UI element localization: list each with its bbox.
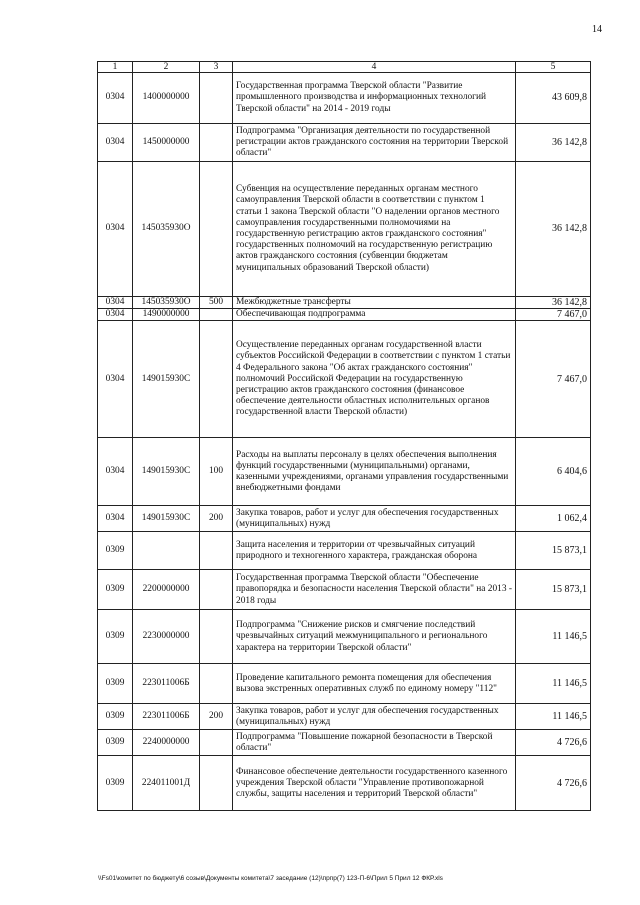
section-code: 0309 bbox=[98, 704, 133, 730]
file-path-footer: \\Fs01\комитет по бюджету\6 созыв\Документы комитета\7 заседание (12)\прпр(7) 123-П-6\Прил 5 Прил 12 ФКР.xls bbox=[98, 875, 443, 882]
table-row bbox=[98, 309, 591, 321]
expense-type-code: 100 bbox=[200, 438, 233, 506]
amount: 15 873,1 bbox=[516, 570, 591, 610]
amount: 4 726,6 bbox=[516, 756, 591, 811]
table-row bbox=[98, 756, 591, 811]
amount: 6 404,6 bbox=[516, 438, 591, 506]
amount: 7 467,0 bbox=[516, 321, 591, 438]
table-row bbox=[98, 664, 591, 704]
item-description: Закупка товаров, работ и услуг для обеспечения государственных (муниципальных) нужд bbox=[233, 704, 516, 730]
amount: 1 062,4 bbox=[516, 506, 591, 532]
table-row bbox=[98, 506, 591, 532]
target-code: 223011006Б bbox=[133, 664, 200, 704]
column-header: 4 bbox=[233, 62, 516, 73]
table-row bbox=[98, 73, 591, 124]
section-code: 0304 bbox=[98, 321, 133, 438]
target-code: 145035930О bbox=[133, 297, 200, 309]
target-code: 1400000000 bbox=[133, 73, 200, 124]
expense-type-code bbox=[200, 309, 233, 321]
column-header: 5 bbox=[516, 62, 591, 73]
table-row bbox=[98, 570, 591, 610]
target-code: 1490000000 bbox=[133, 309, 200, 321]
section-code: 0304 bbox=[98, 73, 133, 124]
target-code: 223011006Б bbox=[133, 704, 200, 730]
item-description: Подпрограмма "Организация деятельности по государственной регистрации актов гражданского состояния на территории Тверской области" bbox=[233, 124, 516, 162]
expense-type-code bbox=[200, 570, 233, 610]
column-header: 1 bbox=[98, 62, 133, 73]
item-description: Субвенция на осуществление переданных органам местного самоуправления Тверской области в соответствии с пунктом 1 статьи 1 закона Тверской области "О наделении органов местного самоуправления государственными полномочиями на государственную регистрацию актов гражданского состояния" государственных полномочий на государственную регистрацию актов гражданского состояния (субвенции бюджетам муниципальных образований Тверской области) bbox=[233, 162, 516, 297]
expense-type-code bbox=[200, 73, 233, 124]
table-row bbox=[98, 610, 591, 664]
item-description: Межбюджетные трансферты bbox=[233, 297, 516, 309]
expense-type-code bbox=[200, 756, 233, 811]
item-description: Осуществление переданных органам государственной власти субъектов Российской Федерации в соответствии с пунктом 1 статьи 4 Федерального закона "Об актах гражданского состояния" полномочий Российской Федерации на государственную регистрацию актов гражданского состояния (финансовое обеспечение деятельности областных исполнительных органов государственной власти Тверской области) bbox=[233, 321, 516, 438]
amount: 36 142,8 bbox=[516, 162, 591, 297]
target-code: 149015930С bbox=[133, 438, 200, 506]
section-code: 0304 bbox=[98, 438, 133, 506]
table-row bbox=[98, 730, 591, 756]
section-code: 0304 bbox=[98, 506, 133, 532]
item-description: Государственная программа Тверской области "Развитие промышленного производства и информационных технологий Тверской области" на 2014 - 2019 годы bbox=[233, 73, 516, 124]
item-description: Защита населения и территории от чрезвычайных ситуаций природного и техногенного характера, гражданская оборона bbox=[233, 532, 516, 570]
section-code: 0309 bbox=[98, 532, 133, 570]
amount: 15 873,1 bbox=[516, 532, 591, 570]
expense-type-code: 200 bbox=[200, 506, 233, 532]
item-description: Подпрограмма "Снижение рисков и смягчение последствий чрезвычайных ситуаций межмуниципального и регионального характера на территории Тверской области" bbox=[233, 610, 516, 664]
item-description: Обеспечивающая подпрограмма bbox=[233, 309, 516, 321]
item-description: Финансовое обеспечение деятельности государственного казенного учреждения Тверской области "Управление противопожарной службы, защиты населения и территорий Тверской области" bbox=[233, 756, 516, 811]
column-header: 2 bbox=[133, 62, 200, 73]
section-code: 0309 bbox=[98, 610, 133, 664]
target-code: 2230000000 bbox=[133, 610, 200, 664]
section-code: 0309 bbox=[98, 730, 133, 756]
amount: 11 146,5 bbox=[516, 704, 591, 730]
item-description: Проведение капитального ремонта помещения для обеспечения вызова экстренных оперативных служб по единому номеру "112" bbox=[233, 664, 516, 704]
table-row bbox=[98, 162, 591, 297]
amount: 43 609,8 bbox=[516, 73, 591, 124]
target-code: 2240000000 bbox=[133, 730, 200, 756]
section-code: 0304 bbox=[98, 297, 133, 309]
expense-type-code bbox=[200, 162, 233, 297]
column-header: 3 bbox=[200, 62, 233, 73]
item-description: Подпрограмма "Повышение пожарной безопасности в Тверской области" bbox=[233, 730, 516, 756]
section-code: 0304 bbox=[98, 162, 133, 297]
expense-type-code bbox=[200, 321, 233, 438]
page-number: 14 bbox=[592, 24, 602, 35]
expense-type-code bbox=[200, 532, 233, 570]
expense-type-code: 500 bbox=[200, 297, 233, 309]
item-description: Государственная программа Тверской области "Обеспечение правопорядка и безопасности населения Тверской области" на 2013 - 2018 годы bbox=[233, 570, 516, 610]
target-code: 145035930О bbox=[133, 162, 200, 297]
target-code: 1450000000 bbox=[133, 124, 200, 162]
expense-type-code bbox=[200, 610, 233, 664]
target-code: 149015930С bbox=[133, 321, 200, 438]
amount: 36 142,8 bbox=[516, 124, 591, 162]
item-description: Закупка товаров, работ и услуг для обеспечения государственных (муниципальных) нужд bbox=[233, 506, 516, 532]
table-row bbox=[98, 704, 591, 730]
expense-type-code bbox=[200, 124, 233, 162]
section-code: 0309 bbox=[98, 664, 133, 704]
section-code: 0309 bbox=[98, 756, 133, 811]
section-code: 0304 bbox=[98, 124, 133, 162]
table-row bbox=[98, 321, 591, 438]
item-description: Расходы на выплаты персоналу в целях обеспечения выполнения функций государственными (муниципальными) органами, казенными учреждениями, органами управления государственными внебюджетными фондами bbox=[233, 438, 516, 506]
amount: 4 726,6 bbox=[516, 730, 591, 756]
target-code: 2200000000 bbox=[133, 570, 200, 610]
table-row bbox=[98, 297, 591, 309]
section-code: 0304 bbox=[98, 309, 133, 321]
target-code: 224011001Д bbox=[133, 756, 200, 811]
amount: 11 146,5 bbox=[516, 610, 591, 664]
table-row bbox=[98, 124, 591, 162]
target-code: 149015930С bbox=[133, 506, 200, 532]
section-code: 0309 bbox=[98, 570, 133, 610]
budget-table bbox=[97, 61, 591, 811]
amount: 7 467,0 bbox=[516, 309, 591, 321]
expense-type-code: 200 bbox=[200, 704, 233, 730]
table-row bbox=[98, 532, 591, 570]
amount: 11 146,5 bbox=[516, 664, 591, 704]
expense-type-code bbox=[200, 730, 233, 756]
amount: 36 142,8 bbox=[516, 297, 591, 309]
expense-type-code bbox=[200, 664, 233, 704]
target-code bbox=[133, 532, 200, 570]
table-header-row bbox=[98, 62, 591, 73]
table-row bbox=[98, 438, 591, 506]
